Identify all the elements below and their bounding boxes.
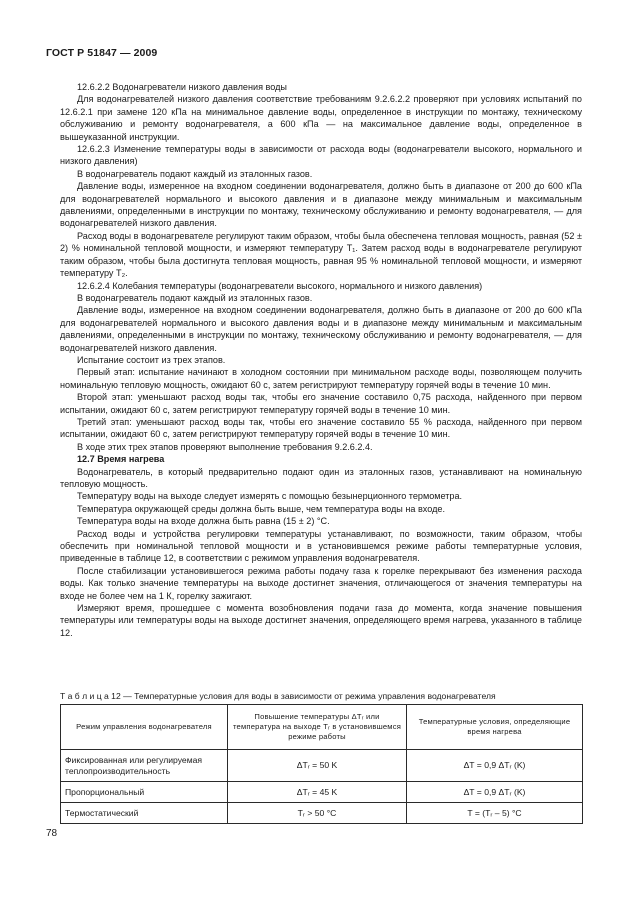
table-cell: Термостатический [61,803,228,824]
paragraph: Температура воды на входе должна быть равна (15 ± 2) °С. [77,516,330,527]
table-cell: T = (Tᵣ – 5) °C [407,803,583,824]
paragraph: Третий этап: уменьшают расход воды так, чтобы его значение составило 55 % расхода, найденного при первом испытании, ожидают 60 с, затем регистрируют температуру горячей воды в течение 10 мин. [60,416,582,440]
table-cell: Пропорциональный [61,782,228,803]
table-cell: Фиксированная или регулируемая теплопроизводительность [61,750,228,782]
paragraph: Расход воды и устройства регулировки температуры устанавливают, по возможности, таким образом, чтобы обеспечить при номинальной тепловой мощности и в установившемся режиме работы температурные условия, приведенные в таблице 12, в соответствии с режимом управления водонагревателя. [60,528,582,564]
table-caption: Т а б л и ц а 12 — Температурные условия для воды в зависимости от режима управления водонагревателя [60,691,496,701]
table-header-row [61,705,583,750]
section-heading: 12.7 Время нагрева [77,454,165,465]
col-header-heating-conditions: Температурные условия, определяющие время нагрева [407,705,583,750]
paragraph: Давление воды, измеренное на входном соединении водонагревателя, должно быть в диапазоне от 200 до 600 кПа для водонагревателей нормального и высокого давления и в диапазоне между минимальным и максимальным давлениями, определенными в инструкции по монтажу, техническому обслуживанию и ремонту водонагревателя, — для водонагревателей низкого давления. [60,181,582,229]
paragraph: 12.6.2.4 Колебания температуры (водонагреватели высокого, нормального и низкого давления) [77,280,483,291]
table-cell: ΔT = 0,9 ΔTᵣ (K) [407,750,583,782]
paragraph: 12.6.2.2 Водонагреватели низкого давления воды [77,82,287,92]
standard-header: ГОСТ Р 51847 — 2009 [46,47,158,59]
paragraph: Температура окружающей среды должна быть выше, чем температура воды на входе. [77,503,445,514]
table-row [61,782,583,803]
paragraph: Давление воды, измеренное на входном соединении водонагревателя, должно быть в диапазоне от 200 до 600 кПа для водонагревателей нормального и высокого давления воды и в диапазоне между минимальным и максимальным давлениями, определенными в инструкции по монтажу, техническому обслуживанию и ремонту водонагревателя, — для водонагревателей низкого давления. [60,305,582,353]
paragraph: После стабилизации установившегося режима работы подачу газа к горелке перекрывают без изменения расхода воды. Как только значение температуры на выходе достигнет значения, отличающегося от значения температуры на входе не более чем на 1 К, горелку зажигают. [60,565,582,601]
paragraph: В водонагреватель подают каждый из эталонных газов. [77,168,313,179]
temperature-conditions-table [60,704,583,824]
table-cell: ΔTᵣ = 50 K [228,750,407,782]
paragraph: Для водонагревателей низкого давления соответствие требованиям 9.2.6.2.2 проверяют при условиях испытаний по 12.6.2.1 при замене 120 кПа на минимальное давление воды, определенное в инструкции по монтажу, техническому обслуживанию и ремонту водонагревателя, а 600 кПа — на максимальное давление воды, определенное в вышеуказанной инструкции. [60,94,582,142]
table-cell: Tᵣ > 50 °C [228,803,407,824]
paragraph: Расход воды в водонагревателе регулируют таким образом, чтобы была обеспечена тепловая мощность, равная (52 ± 2) % номинальной тепловой мощности, и измеряют температуру T₁. Затем расход воды в водонагревателе регулируют таким образом, чтобы была достигнута тепловая мощность, равная 95 % номинальной тепловой мощности, и измеряют температуру T₂. [60,230,582,279]
paragraph: Второй этап: уменьшают расход воды так, чтобы его значение составило 0,75 расхода, найденного при первом испытании, ожидают 60 с, затем регистрируют температуру горячей воды в течение 10 мин. [60,392,582,415]
body-text [60,81,582,639]
col-header-control-mode: Режим управления водонагревателя [61,705,228,750]
page-number: 78 [46,828,58,839]
table-cell: ΔT = 0,9 ΔTᵣ (K) [407,782,583,803]
paragraph: Первый этап: испытание начинают в холодном состоянии при минимальном расходе воды, позволяющем получить номинальную тепловую мощность, ожидают 60 с, затем регистрируют температуру горячей воды в течение 10 мин. [60,367,582,390]
paragraph: Измеряют время, прошедшее с момента возобновления подачи газа до момента, когда значение повышения температуры или температуры воды на выходе достигнет значения, определяющего время нагрева, указанного в таблице 12. [60,603,582,638]
paragraph: 12.6.2.3 Изменение температуры воды в зависимости от расхода воды (водонагреватели высокого, нормального и низкого давления) [60,144,582,167]
paragraph: Температуру воды на выходе следует измерять с помощью безынерционного термометра. [77,491,463,502]
table-row [61,750,583,782]
paragraph: В ходе этих трех этапов проверяют выполнение требования 9.2.6.2.4. [77,441,373,452]
paragraph: Водонагреватель, в который предварительно подают один из эталонных газов, устанавливают на номинальную тепловую мощность. [60,466,582,489]
table-cell: ΔTᵣ = 45 K [228,782,407,803]
paragraph: В водонагреватель подают каждый из эталонных газов. [77,292,313,303]
paragraph: Испытание состоит из трех этапов. [77,354,226,365]
table-row [61,803,583,824]
col-header-temperature-rise: Повышение температуры ΔTᵣ или температура на выходе Tᵣ в установившемся режиме работы [228,705,407,750]
